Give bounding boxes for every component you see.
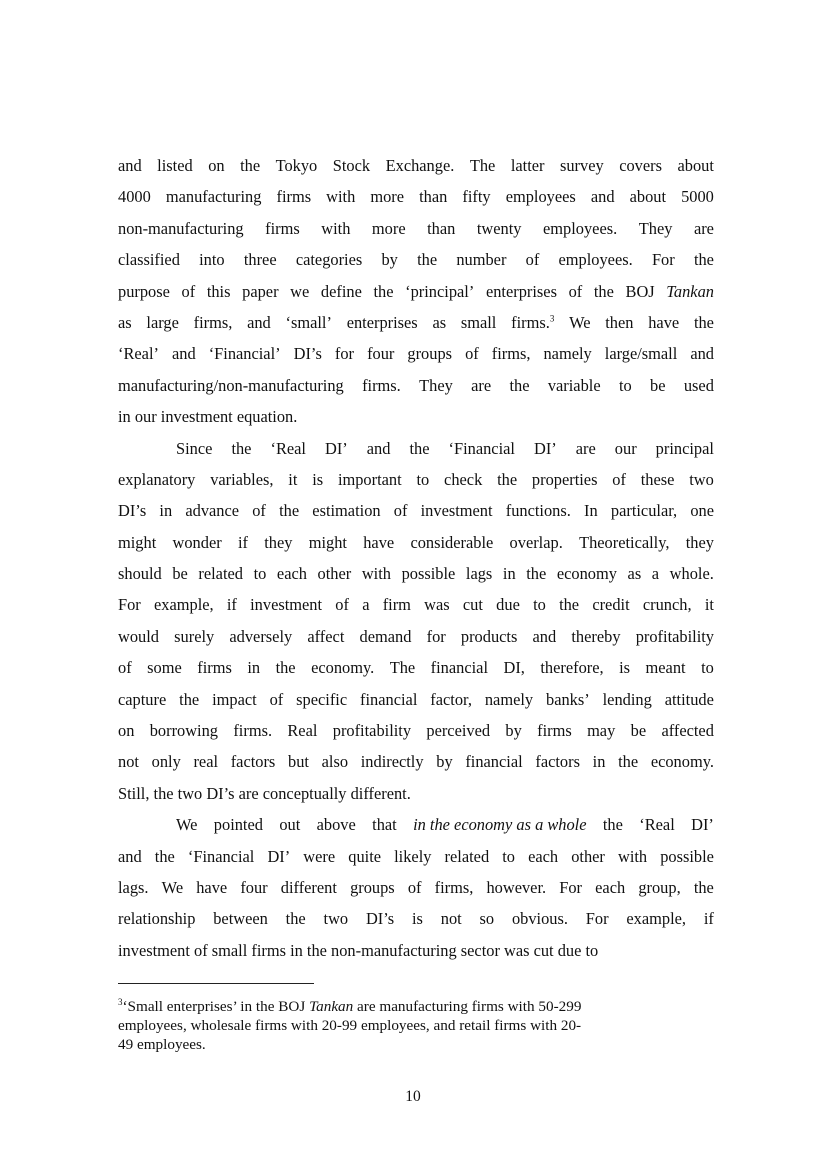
- footnote-line: employees, wholesale firms with 20-99 employees, and retail firms with 20-: [118, 1017, 582, 1034]
- text-line: relationship between the two DI’s is not so obvious. For example, if: [118, 909, 714, 929]
- text-line: and listed on the Tokyo Stock Exchange. The latter survey covers about: [118, 156, 714, 175]
- text-line: investment of small firms in the non-manufacturing sector was cut due to: [118, 940, 599, 960]
- footnote-separator: [118, 983, 314, 984]
- text-line: in our investment equation.: [118, 407, 298, 427]
- text-line: purpose of this paper we define the ‘principal’ enterprises of the BOJ Tankan: [118, 281, 714, 301]
- body-text: [118, 150, 714, 966]
- text-line: We pointed out above that in the economy as a whole the ‘Real DI’: [176, 815, 714, 835]
- text-line: Still, the two DI’s are conceptually different.: [118, 783, 411, 803]
- text-line: on borrowing firms. Real profitability perceived by firms may be affected: [118, 721, 714, 741]
- text-line: For example, if investment of a firm was cut due to the credit crunch, it: [118, 595, 714, 615]
- text-line: and the ‘Financial DI’ were quite likely related to each other with possible: [118, 846, 714, 866]
- text-line: of some firms in the economy. The financial DI, therefore, is meant to: [118, 658, 714, 678]
- text-line: might wonder if they might have considerable overlap. Theoretically, they: [118, 532, 714, 552]
- text-line: manufacturing/non-manufacturing firms. They are the variable to be used: [118, 375, 714, 395]
- text-line: Since the ‘Real DI’ and the ‘Financial DI’ are our principal: [176, 438, 714, 458]
- footnote-line: 49 employees.: [118, 1036, 206, 1053]
- text-line: as large firms, and ‘small’ enterprises as small firms.$^3$ We then have the: [118, 312, 714, 332]
- text-line: explanatory variables, it is important to check the properties of these two: [118, 469, 714, 489]
- text-line: would surely adversely affect demand for products and thereby profitability: [118, 626, 714, 646]
- text-line: lags. We have four different groups of firms, however. For each group, the: [118, 877, 714, 897]
- text-line: ‘Real’ and ‘Financial’ DI’s for four groups of firms, namely large/small and: [118, 344, 714, 364]
- text-line: not only real factors but also indirectly by financial factors in the economy.: [118, 752, 714, 772]
- text-line: capture the impact of specific financial factor, namely banks’ lending attitude: [118, 689, 714, 709]
- text-line: DI’s in advance of the estimation of investment functions. In particular, one: [118, 501, 714, 521]
- page-number: 10: [405, 1088, 421, 1105]
- footnote: [118, 997, 718, 1054]
- footnote-mark: 3: [118, 996, 123, 1007]
- text-line: should be related to each other with possible lags in the economy as a whole.: [118, 564, 714, 584]
- footnote-line: $^3$‘Small enterprises’ in the BOJ Tankan are manufacturing firms with 50-299: [118, 996, 582, 1015]
- text-line: non-manufacturing firms with more than twenty employees. They are: [118, 218, 714, 238]
- text-line: 4000 manufacturing firms with more than fifty employees and about 5000: [118, 187, 714, 207]
- text-line: classified into three categories by the number of employees. For the: [118, 250, 714, 270]
